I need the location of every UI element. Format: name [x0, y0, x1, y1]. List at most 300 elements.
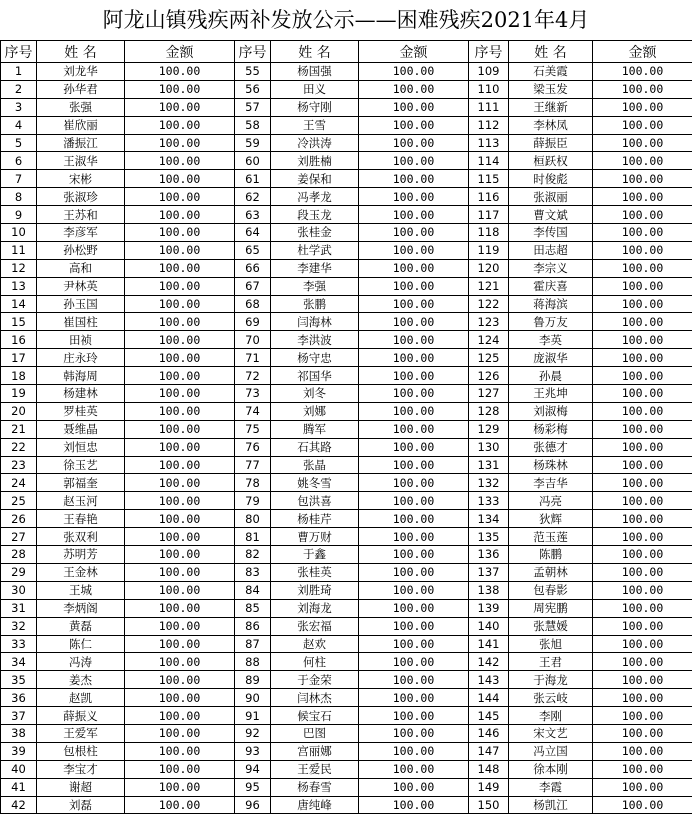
seq-cell: 126: [469, 367, 509, 385]
amount-cell: 100.00: [125, 635, 235, 653]
name-cell: 冯涛: [37, 653, 125, 671]
amount-cell: 100.00: [593, 492, 692, 510]
table-row: [1, 492, 692, 510]
table-row: [1, 581, 692, 599]
amount-cell: 100.00: [125, 438, 235, 456]
seq-cell: 115: [469, 170, 509, 188]
name-cell: 陈鹏: [509, 546, 593, 564]
seq-cell: 141: [469, 635, 509, 653]
seq-cell: 16: [1, 331, 37, 349]
seq-cell: 66: [235, 259, 271, 277]
seq-cell: 139: [469, 599, 509, 617]
seq-cell: 86: [235, 617, 271, 635]
seq-cell: 18: [1, 367, 37, 385]
amount-cell: 100.00: [359, 635, 469, 653]
name-cell: 于海龙: [509, 671, 593, 689]
seq-cell: 69: [235, 313, 271, 331]
name-cell: 王春艳: [37, 510, 125, 528]
amount-cell: 100.00: [593, 277, 692, 295]
name-cell: 姜保和: [271, 170, 359, 188]
name-cell: 李林凤: [509, 116, 593, 134]
seq-cell: 112: [469, 116, 509, 134]
amount-cell: 100.00: [593, 206, 692, 224]
seq-cell: 138: [469, 581, 509, 599]
name-cell: 李传国: [509, 224, 593, 242]
seq-cell: 32: [1, 617, 37, 635]
name-cell: 张桂英: [271, 563, 359, 581]
name-cell: 冯亮: [509, 492, 593, 510]
seq-cell: 140: [469, 617, 509, 635]
amount-cell: 100.00: [359, 778, 469, 796]
amount-cell: 100.00: [125, 134, 235, 152]
amount-cell: 100.00: [359, 528, 469, 546]
name-cell: 李吉华: [509, 474, 593, 492]
name-cell: 唐纯峰: [271, 796, 359, 814]
amount-cell: 100.00: [359, 98, 469, 116]
name-cell: 候宝石: [271, 707, 359, 725]
amount-cell: 100.00: [125, 188, 235, 206]
amount-cell: 100.00: [593, 420, 692, 438]
name-cell: 闫林杰: [271, 689, 359, 707]
amount-cell: 100.00: [593, 563, 692, 581]
seq-cell: 24: [1, 474, 37, 492]
name-cell: 刘娜: [271, 402, 359, 420]
name-cell: 王兆坤: [509, 385, 593, 403]
name-cell: 崔国柱: [37, 313, 125, 331]
name-cell: 段玉龙: [271, 206, 359, 224]
header-seq: 序号: [469, 41, 509, 63]
amount-cell: 100.00: [359, 80, 469, 98]
table-row: [1, 295, 692, 313]
seq-cell: 80: [235, 510, 271, 528]
amount-cell: 100.00: [593, 98, 692, 116]
amount-cell: 100.00: [593, 116, 692, 134]
amount-cell: 100.00: [125, 241, 235, 259]
table-row: [1, 546, 692, 564]
name-cell: 张鹏: [271, 295, 359, 313]
name-cell: 潘振江: [37, 134, 125, 152]
table-row: [1, 331, 692, 349]
name-cell: 何柱: [271, 653, 359, 671]
seq-cell: 75: [235, 420, 271, 438]
seq-cell: 109: [469, 63, 509, 81]
table-row: [1, 224, 692, 242]
amount-cell: 100.00: [359, 224, 469, 242]
amount-cell: 100.00: [125, 385, 235, 403]
amount-cell: 100.00: [359, 438, 469, 456]
seq-cell: 70: [235, 331, 271, 349]
table-row: [1, 456, 692, 474]
name-cell: 王雪: [271, 116, 359, 134]
amount-cell: 100.00: [125, 617, 235, 635]
header-name: 姓 名: [37, 41, 125, 63]
seq-cell: 113: [469, 134, 509, 152]
seq-cell: 2: [1, 80, 37, 98]
table-row: [1, 420, 692, 438]
name-cell: 曹文斌: [509, 206, 593, 224]
seq-cell: 96: [235, 796, 271, 814]
name-cell: 冷洪涛: [271, 134, 359, 152]
seq-cell: 8: [1, 188, 37, 206]
amount-cell: 100.00: [359, 402, 469, 420]
name-cell: 蒋海滨: [509, 295, 593, 313]
name-cell: 于鑫: [271, 546, 359, 564]
name-cell: 聂维晶: [37, 420, 125, 438]
table-row: [1, 402, 692, 420]
name-cell: 张慧媛: [509, 617, 593, 635]
seq-cell: 27: [1, 528, 37, 546]
amount-cell: 100.00: [359, 331, 469, 349]
seq-cell: 130: [469, 438, 509, 456]
amount-cell: 100.00: [593, 385, 692, 403]
amount-cell: 100.00: [359, 510, 469, 528]
seq-cell: 3: [1, 98, 37, 116]
seq-cell: 37: [1, 707, 37, 725]
header-amount: 金额: [359, 41, 469, 63]
seq-cell: 41: [1, 778, 37, 796]
table-row: [1, 206, 692, 224]
seq-cell: 1: [1, 63, 37, 81]
name-cell: 王苏和: [37, 206, 125, 224]
amount-cell: 100.00: [593, 259, 692, 277]
table-row: [1, 653, 692, 671]
table-row: [1, 385, 692, 403]
name-cell: 宋文艺: [509, 724, 593, 742]
amount-cell: 100.00: [593, 724, 692, 742]
header-name: 姓 名: [509, 41, 593, 63]
amount-cell: 100.00: [359, 277, 469, 295]
header-seq: 序号: [1, 41, 37, 63]
seq-cell: 17: [1, 349, 37, 367]
seq-cell: 9: [1, 206, 37, 224]
seq-cell: 59: [235, 134, 271, 152]
name-cell: 梁玉发: [509, 80, 593, 98]
amount-cell: 100.00: [593, 528, 692, 546]
seq-cell: 119: [469, 241, 509, 259]
name-cell: 孙华君: [37, 80, 125, 98]
seq-cell: 4: [1, 116, 37, 134]
seq-cell: 83: [235, 563, 271, 581]
seq-cell: 79: [235, 492, 271, 510]
amount-cell: 100.00: [125, 259, 235, 277]
seq-cell: 64: [235, 224, 271, 242]
seq-cell: 94: [235, 760, 271, 778]
seq-cell: 77: [235, 456, 271, 474]
name-cell: 刘胜楠: [271, 152, 359, 170]
name-cell: 王爱军: [37, 724, 125, 742]
seq-cell: 114: [469, 152, 509, 170]
name-cell: 杨凯江: [509, 796, 593, 814]
seq-cell: 88: [235, 653, 271, 671]
amount-cell: 100.00: [593, 653, 692, 671]
amount-cell: 100.00: [593, 456, 692, 474]
amount-cell: 100.00: [359, 152, 469, 170]
table-row: [1, 689, 692, 707]
seq-cell: 125: [469, 349, 509, 367]
seq-cell: 110: [469, 80, 509, 98]
table-row: [1, 152, 692, 170]
name-cell: 狄辉: [509, 510, 593, 528]
amount-cell: 100.00: [125, 528, 235, 546]
name-cell: 刘冬: [271, 385, 359, 403]
seq-cell: 95: [235, 778, 271, 796]
seq-cell: 40: [1, 760, 37, 778]
seq-cell: 147: [469, 742, 509, 760]
amount-cell: 100.00: [593, 295, 692, 313]
table-row: [1, 241, 692, 259]
seq-cell: 14: [1, 295, 37, 313]
table-row: [1, 116, 692, 134]
amount-cell: 100.00: [593, 152, 692, 170]
name-cell: 尹林英: [37, 277, 125, 295]
seq-cell: 128: [469, 402, 509, 420]
name-cell: 杨守刚: [271, 98, 359, 116]
name-cell: 谢超: [37, 778, 125, 796]
name-cell: 张桂金: [271, 224, 359, 242]
amount-cell: 100.00: [125, 224, 235, 242]
amount-cell: 100.00: [593, 224, 692, 242]
amount-cell: 100.00: [359, 617, 469, 635]
amount-cell: 100.00: [359, 188, 469, 206]
name-cell: 张晶: [271, 456, 359, 474]
name-cell: 杨建林: [37, 385, 125, 403]
seq-cell: 62: [235, 188, 271, 206]
table-row: [1, 170, 692, 188]
amount-cell: 100.00: [359, 563, 469, 581]
amount-cell: 100.00: [125, 313, 235, 331]
name-cell: 张云岐: [509, 689, 593, 707]
table-row: [1, 474, 692, 492]
amount-cell: 100.00: [593, 671, 692, 689]
table-row: [1, 707, 692, 725]
amount-cell: 100.00: [125, 563, 235, 581]
name-cell: 范玉莲: [509, 528, 593, 546]
amount-cell: 100.00: [125, 599, 235, 617]
seq-cell: 34: [1, 653, 37, 671]
seq-cell: 28: [1, 546, 37, 564]
table-row: [1, 98, 692, 116]
seq-cell: 87: [235, 635, 271, 653]
amount-cell: 100.00: [359, 707, 469, 725]
seq-cell: 72: [235, 367, 271, 385]
seq-cell: 142: [469, 653, 509, 671]
header-amount: 金额: [593, 41, 692, 63]
seq-cell: 13: [1, 277, 37, 295]
name-cell: 张淑丽: [509, 188, 593, 206]
name-cell: 赵玉河: [37, 492, 125, 510]
seq-cell: 90: [235, 689, 271, 707]
table-row: [1, 438, 692, 456]
name-cell: 张宏福: [271, 617, 359, 635]
seq-cell: 150: [469, 796, 509, 814]
seq-cell: 121: [469, 277, 509, 295]
name-cell: 李彦军: [37, 224, 125, 242]
table-row: [1, 134, 692, 152]
amount-cell: 100.00: [593, 438, 692, 456]
amount-cell: 100.00: [359, 349, 469, 367]
amount-cell: 100.00: [125, 510, 235, 528]
amount-cell: 100.00: [359, 671, 469, 689]
seq-cell: 6: [1, 152, 37, 170]
name-cell: 杨国强: [271, 63, 359, 81]
name-cell: 宋彬: [37, 170, 125, 188]
name-cell: 刘胜琦: [271, 581, 359, 599]
table-row: [1, 188, 692, 206]
amount-cell: 100.00: [125, 474, 235, 492]
name-cell: 李英: [509, 331, 593, 349]
name-cell: 庄永玲: [37, 349, 125, 367]
name-cell: 田义: [271, 80, 359, 98]
name-cell: 于金荣: [271, 671, 359, 689]
seq-cell: 55: [235, 63, 271, 81]
amount-cell: 100.00: [359, 63, 469, 81]
name-cell: 孙松野: [37, 241, 125, 259]
name-cell: 李宗义: [509, 259, 593, 277]
page-title: 阿龙山镇残疾两补发放公示——困难残疾2021年4月: [0, 0, 692, 40]
name-cell: 张双利: [37, 528, 125, 546]
name-cell: 张旭: [509, 635, 593, 653]
table-row: [1, 80, 692, 98]
name-cell: 姚冬雪: [271, 474, 359, 492]
seq-cell: 123: [469, 313, 509, 331]
amount-cell: 100.00: [593, 778, 692, 796]
seq-cell: 145: [469, 707, 509, 725]
name-cell: 祁国华: [271, 367, 359, 385]
amount-cell: 100.00: [593, 760, 692, 778]
name-cell: 崔欣丽: [37, 116, 125, 134]
amount-cell: 100.00: [593, 510, 692, 528]
amount-cell: 100.00: [125, 116, 235, 134]
amount-cell: 100.00: [125, 742, 235, 760]
amount-cell: 100.00: [593, 617, 692, 635]
amount-cell: 100.00: [359, 599, 469, 617]
amount-cell: 100.00: [593, 134, 692, 152]
seq-cell: 85: [235, 599, 271, 617]
name-cell: 杜学武: [271, 241, 359, 259]
name-cell: 罗桂英: [37, 402, 125, 420]
amount-cell: 100.00: [593, 742, 692, 760]
seq-cell: 57: [235, 98, 271, 116]
name-cell: 李建华: [271, 259, 359, 277]
name-cell: 周宪鹏: [509, 599, 593, 617]
table-row: [1, 349, 692, 367]
table-row: [1, 760, 692, 778]
name-cell: 曹万财: [271, 528, 359, 546]
name-cell: 王继新: [509, 98, 593, 116]
name-cell: 李强: [271, 277, 359, 295]
name-cell: 霍庆喜: [509, 277, 593, 295]
name-cell: 闫海林: [271, 313, 359, 331]
name-cell: 孙晨: [509, 367, 593, 385]
amount-cell: 100.00: [125, 80, 235, 98]
seq-cell: 82: [235, 546, 271, 564]
seq-cell: 36: [1, 689, 37, 707]
amount-cell: 100.00: [125, 760, 235, 778]
seq-cell: 10: [1, 224, 37, 242]
seq-cell: 129: [469, 420, 509, 438]
amount-cell: 100.00: [125, 456, 235, 474]
seq-cell: 63: [235, 206, 271, 224]
seq-cell: 120: [469, 259, 509, 277]
amount-cell: 100.00: [125, 98, 235, 116]
amount-cell: 100.00: [125, 277, 235, 295]
amount-cell: 100.00: [593, 689, 692, 707]
amount-cell: 100.00: [593, 349, 692, 367]
seq-cell: 31: [1, 599, 37, 617]
amount-cell: 100.00: [125, 724, 235, 742]
amount-cell: 100.00: [359, 385, 469, 403]
table-row: [1, 635, 692, 653]
seq-cell: 137: [469, 563, 509, 581]
name-cell: 高和: [37, 259, 125, 277]
name-cell: 赵欢: [271, 635, 359, 653]
amount-cell: 100.00: [593, 599, 692, 617]
amount-cell: 100.00: [593, 313, 692, 331]
name-cell: 杨珠林: [509, 456, 593, 474]
name-cell: 张强: [37, 98, 125, 116]
amount-cell: 100.00: [359, 760, 469, 778]
seq-cell: 71: [235, 349, 271, 367]
amount-cell: 100.00: [593, 707, 692, 725]
seq-cell: 23: [1, 456, 37, 474]
name-cell: 孙玉国: [37, 295, 125, 313]
amount-cell: 100.00: [359, 546, 469, 564]
name-cell: 王金林: [37, 563, 125, 581]
name-cell: 赵凯: [37, 689, 125, 707]
amount-cell: 100.00: [593, 80, 692, 98]
amount-cell: 100.00: [359, 170, 469, 188]
seq-cell: 116: [469, 188, 509, 206]
table-row: [1, 277, 692, 295]
amount-cell: 100.00: [125, 581, 235, 599]
header-name: 姓 名: [271, 41, 359, 63]
seq-cell: 33: [1, 635, 37, 653]
name-cell: 李刚: [509, 707, 593, 725]
header-seq: 序号: [235, 41, 271, 63]
amount-cell: 100.00: [359, 796, 469, 814]
name-cell: 张德才: [509, 438, 593, 456]
seq-cell: 30: [1, 581, 37, 599]
seq-cell: 22: [1, 438, 37, 456]
name-cell: 姜杰: [37, 671, 125, 689]
name-cell: 杨春雪: [271, 778, 359, 796]
amount-cell: 100.00: [125, 367, 235, 385]
seq-cell: 58: [235, 116, 271, 134]
seq-cell: 124: [469, 331, 509, 349]
amount-cell: 100.00: [359, 653, 469, 671]
amount-cell: 100.00: [593, 241, 692, 259]
seq-cell: 144: [469, 689, 509, 707]
amount-cell: 100.00: [359, 295, 469, 313]
seq-cell: 5: [1, 134, 37, 152]
seq-cell: 76: [235, 438, 271, 456]
name-cell: 刘恒忠: [37, 438, 125, 456]
seq-cell: 91: [235, 707, 271, 725]
seq-cell: 20: [1, 402, 37, 420]
seq-cell: 65: [235, 241, 271, 259]
seq-cell: 25: [1, 492, 37, 510]
amount-cell: 100.00: [359, 581, 469, 599]
seq-cell: 29: [1, 563, 37, 581]
name-cell: 杨守忠: [271, 349, 359, 367]
seq-cell: 74: [235, 402, 271, 420]
amount-cell: 100.00: [125, 707, 235, 725]
amount-cell: 100.00: [125, 402, 235, 420]
table-row: [1, 671, 692, 689]
amount-cell: 100.00: [359, 742, 469, 760]
seq-cell: 21: [1, 420, 37, 438]
seq-cell: 60: [235, 152, 271, 170]
